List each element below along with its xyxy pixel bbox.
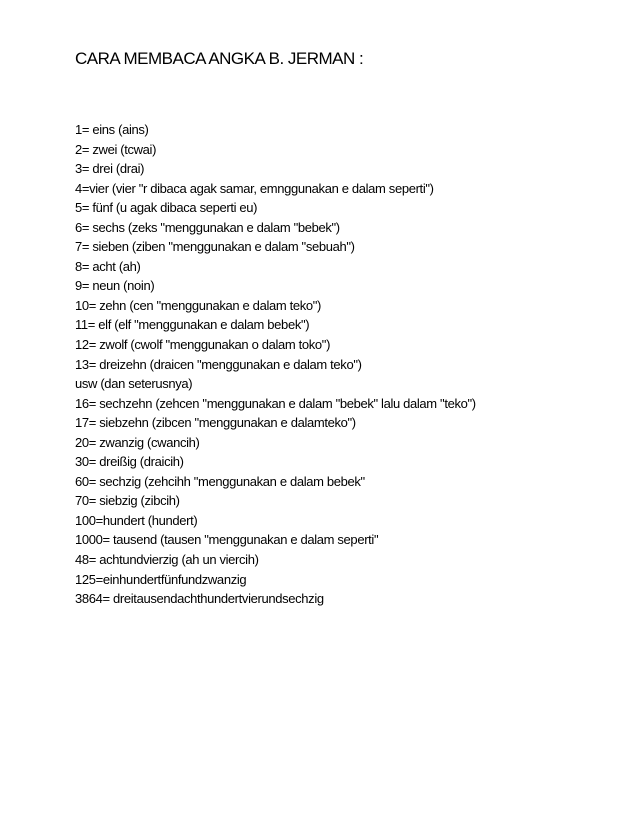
list-item: 11= elf (elf "menggunakan e dalam bebek") [75,317,310,333]
list-item: 12= zwolf (cwolf "menggunakan o dalam toko") [75,337,331,353]
list-item: 20= zwanzig (cwancih) [75,434,200,450]
list-item: 5= fünf (u agak dibaca seperti eu) [75,200,258,216]
number-list [75,120,476,609]
list-item: 60= sechzig (zehcihh "menggunakan e dalam bebek" [75,473,365,489]
list-item: 3864= dreitausendachthundertvierundsechzig [75,591,324,607]
list-item: 1000= tausend (tausen "menggunakan e dalam seperti" [75,532,379,548]
list-item: 30= dreißig (draicih) [75,454,184,470]
list-item: 4=vier (vier "r dibaca agak samar, emnggunakan e dalam seperti") [75,180,434,196]
list-item: 70= siebzig (zibcih) [75,493,180,509]
list-item: 17= siebzehn (zibcen "menggunakan e dalamteko") [75,415,356,431]
list-item: 100=hundert (hundert) [75,512,198,528]
list-item: 8= acht (ah) [75,258,141,274]
list-item: 16= sechzehn (zehcen "menggunakan e dalam "bebek" lalu dalam "teko") [75,395,476,411]
list-item: 9= neun (noin) [75,278,155,294]
list-item: 2= zwei (tcwai) [75,141,157,157]
list-item: 13= dreizehn (draicen "menggunakan e dalam teko") [75,356,362,372]
list-item: 1= eins (ains) [75,122,149,137]
list-item: 125=einhundertfünfundzwanzig [75,571,247,587]
list-item: 6= sechs (zeks "menggunakan e dalam "bebek") [75,219,340,235]
list-item: 7= sieben (ziben "menggunakan e dalam "sebuah") [75,239,355,255]
list-item: usw (dan seterusnya) [75,376,193,392]
page-title: CARA MEMBACA ANGKA B. JERMAN : [75,49,364,68]
list-item: 10= zehn (cen "menggunakan e dalam teko") [75,297,322,313]
list-item: 3= drei (drai) [75,161,145,177]
list-item: 48= achtundvierzig (ah un viercih) [75,552,259,568]
